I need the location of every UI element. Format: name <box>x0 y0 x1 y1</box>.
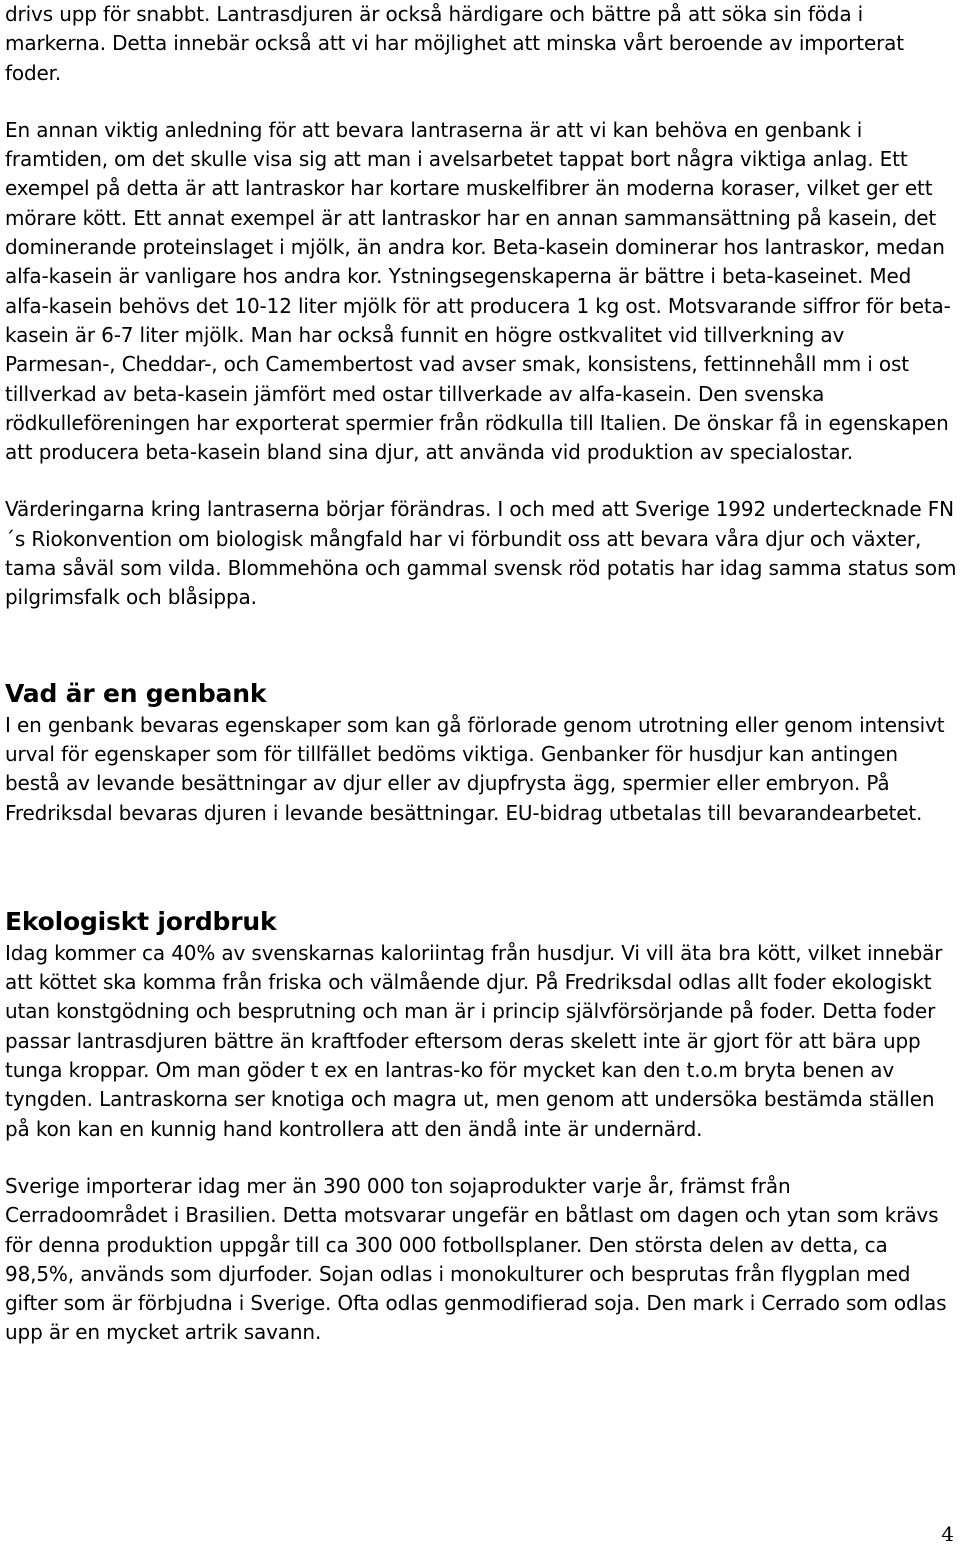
document-page <box>5 0 957 1348</box>
section-heading-ekologiskt: Ekologiskt jordbruk <box>5 906 277 936</box>
genbank-paragraph: I en genbank bevaras egenskaper som kan gå förlorade genom utrotning eller genom intensivt urval för egenskaper som för tillfället bedöms viktiga. Genbanker för husdjur kan antingen bestå av levande besättningar av djur eller av djupfrysta ägg, spermier eller embryon. På Fredriksdal bevaras djuren i levande besättningar. EU-bidrag utbetalas till bevarandearbetet. <box>5 712 945 825</box>
values-paragraph: Värderingarna kring lantraserna börjar förändras. I och med att Sverige 1992 undertecknade FN´s Riokonvention om biologisk mångfald har vi förbundit oss att bevara våra djur och växter, tama såväl som vilda. Blommehöna och gammal svensk röd potatis har idag samma status som pilgrimsfalk och blåsippa. <box>5 497 957 610</box>
section-heading-genbank: Vad är en genbank <box>5 678 267 708</box>
ekologiskt-paragraph-1: Idag kommer ca 40% av svenskarnas kaloriintag från husdjur. Vi vill äta bra kött, vilket innebär att köttet ska komma från friska och välmående djur. På Fredriksdal odlas allt foder ekologiskt utan konstgödning och besprutning och man är i princip självförsörjande på foder. Detta foder passar lantrasdjuren bättre än kraftfoder eftersom deras skelett inte är gjort för att bära upp tunga kroppar. Om man göder t ex en lantras-ko för mycket kan den t.o.m bryta benen av tyngden. Lantraskorna ser knotiga och magra ut, men genom att undersöka bestämda ställen på kon kan en kunnig hand kontrollera att den ändå inte är undernärd. <box>5 940 943 1141</box>
ekologiskt-paragraph-2: Sverige importerar idag mer än 390 000 ton sojaprodukter varje år, främst från Cerradoområdet i Brasilien. Detta motsvarar ungefär en båtlast om dagen och ytan som krävs för denna produktion uppgår till ca 300 000 fotbollsplaner. Den största delen av detta, ca 98,5%, används som djurfoder. Sojan odlas i monokulturer och besprutas från flygplan med gifter som är förbjudna i Sverige. Ofta odlas genmodifierad soja. Den mark i Cerrado som odlas upp är en mycket artrik savann. <box>5 1173 947 1345</box>
intro-paragraph: drivs upp för snabbt. Lantrasdjuren är också härdigare och bättre på att söka sin föda i markerna. Detta innebär också att vi har möjlighet att minska vårt beroende av importerat foder. <box>5 2 904 85</box>
genbank-reason-paragraph: En annan viktig anledning för att bevara lantraserna är att vi kan behöva en genbank i framtiden, om det skulle visa sig att man i avelsarbetet tappat bort några viktiga anlag. Ett exempel på detta är att lantraskor har kortare muskelfibrer än moderna koraser, vilket ger ett mörare kött. Ett annat exempel är att lantraskor har en annan sammansättning på kasein, det dominerande proteinslaget i mjölk, än andra kor. Beta-kasein dominerar hos lantraskor, medan alfa-kasein är vanligare hos andra kor. Ystningsegenskaperna är bättre i beta-kaseinet. Med alfa-kasein behövs det 10-12 liter mjölk för att producera 1 kg ost. Motsvarande siffror för beta-kasein är 6-7 liter mjölk. Man har också funnit en högre ostkvalitet vid tillverkning av Parmesan-, Cheddar-, och Camembertost vad avser smak, konsistens, fettinnehåll mm i ost tillverkad av beta-kasein jämfört med ostar tillverkade av alfa-kasein. Den svenska rödkulleföreningen har exporterat spermier från rödkulla till Italien. De önskar få in egenskapen att producera beta-kasein bland sina djur, att använda vid produktion av specialostar. <box>5 117 951 465</box>
page-number: 4 <box>941 1522 954 1546</box>
